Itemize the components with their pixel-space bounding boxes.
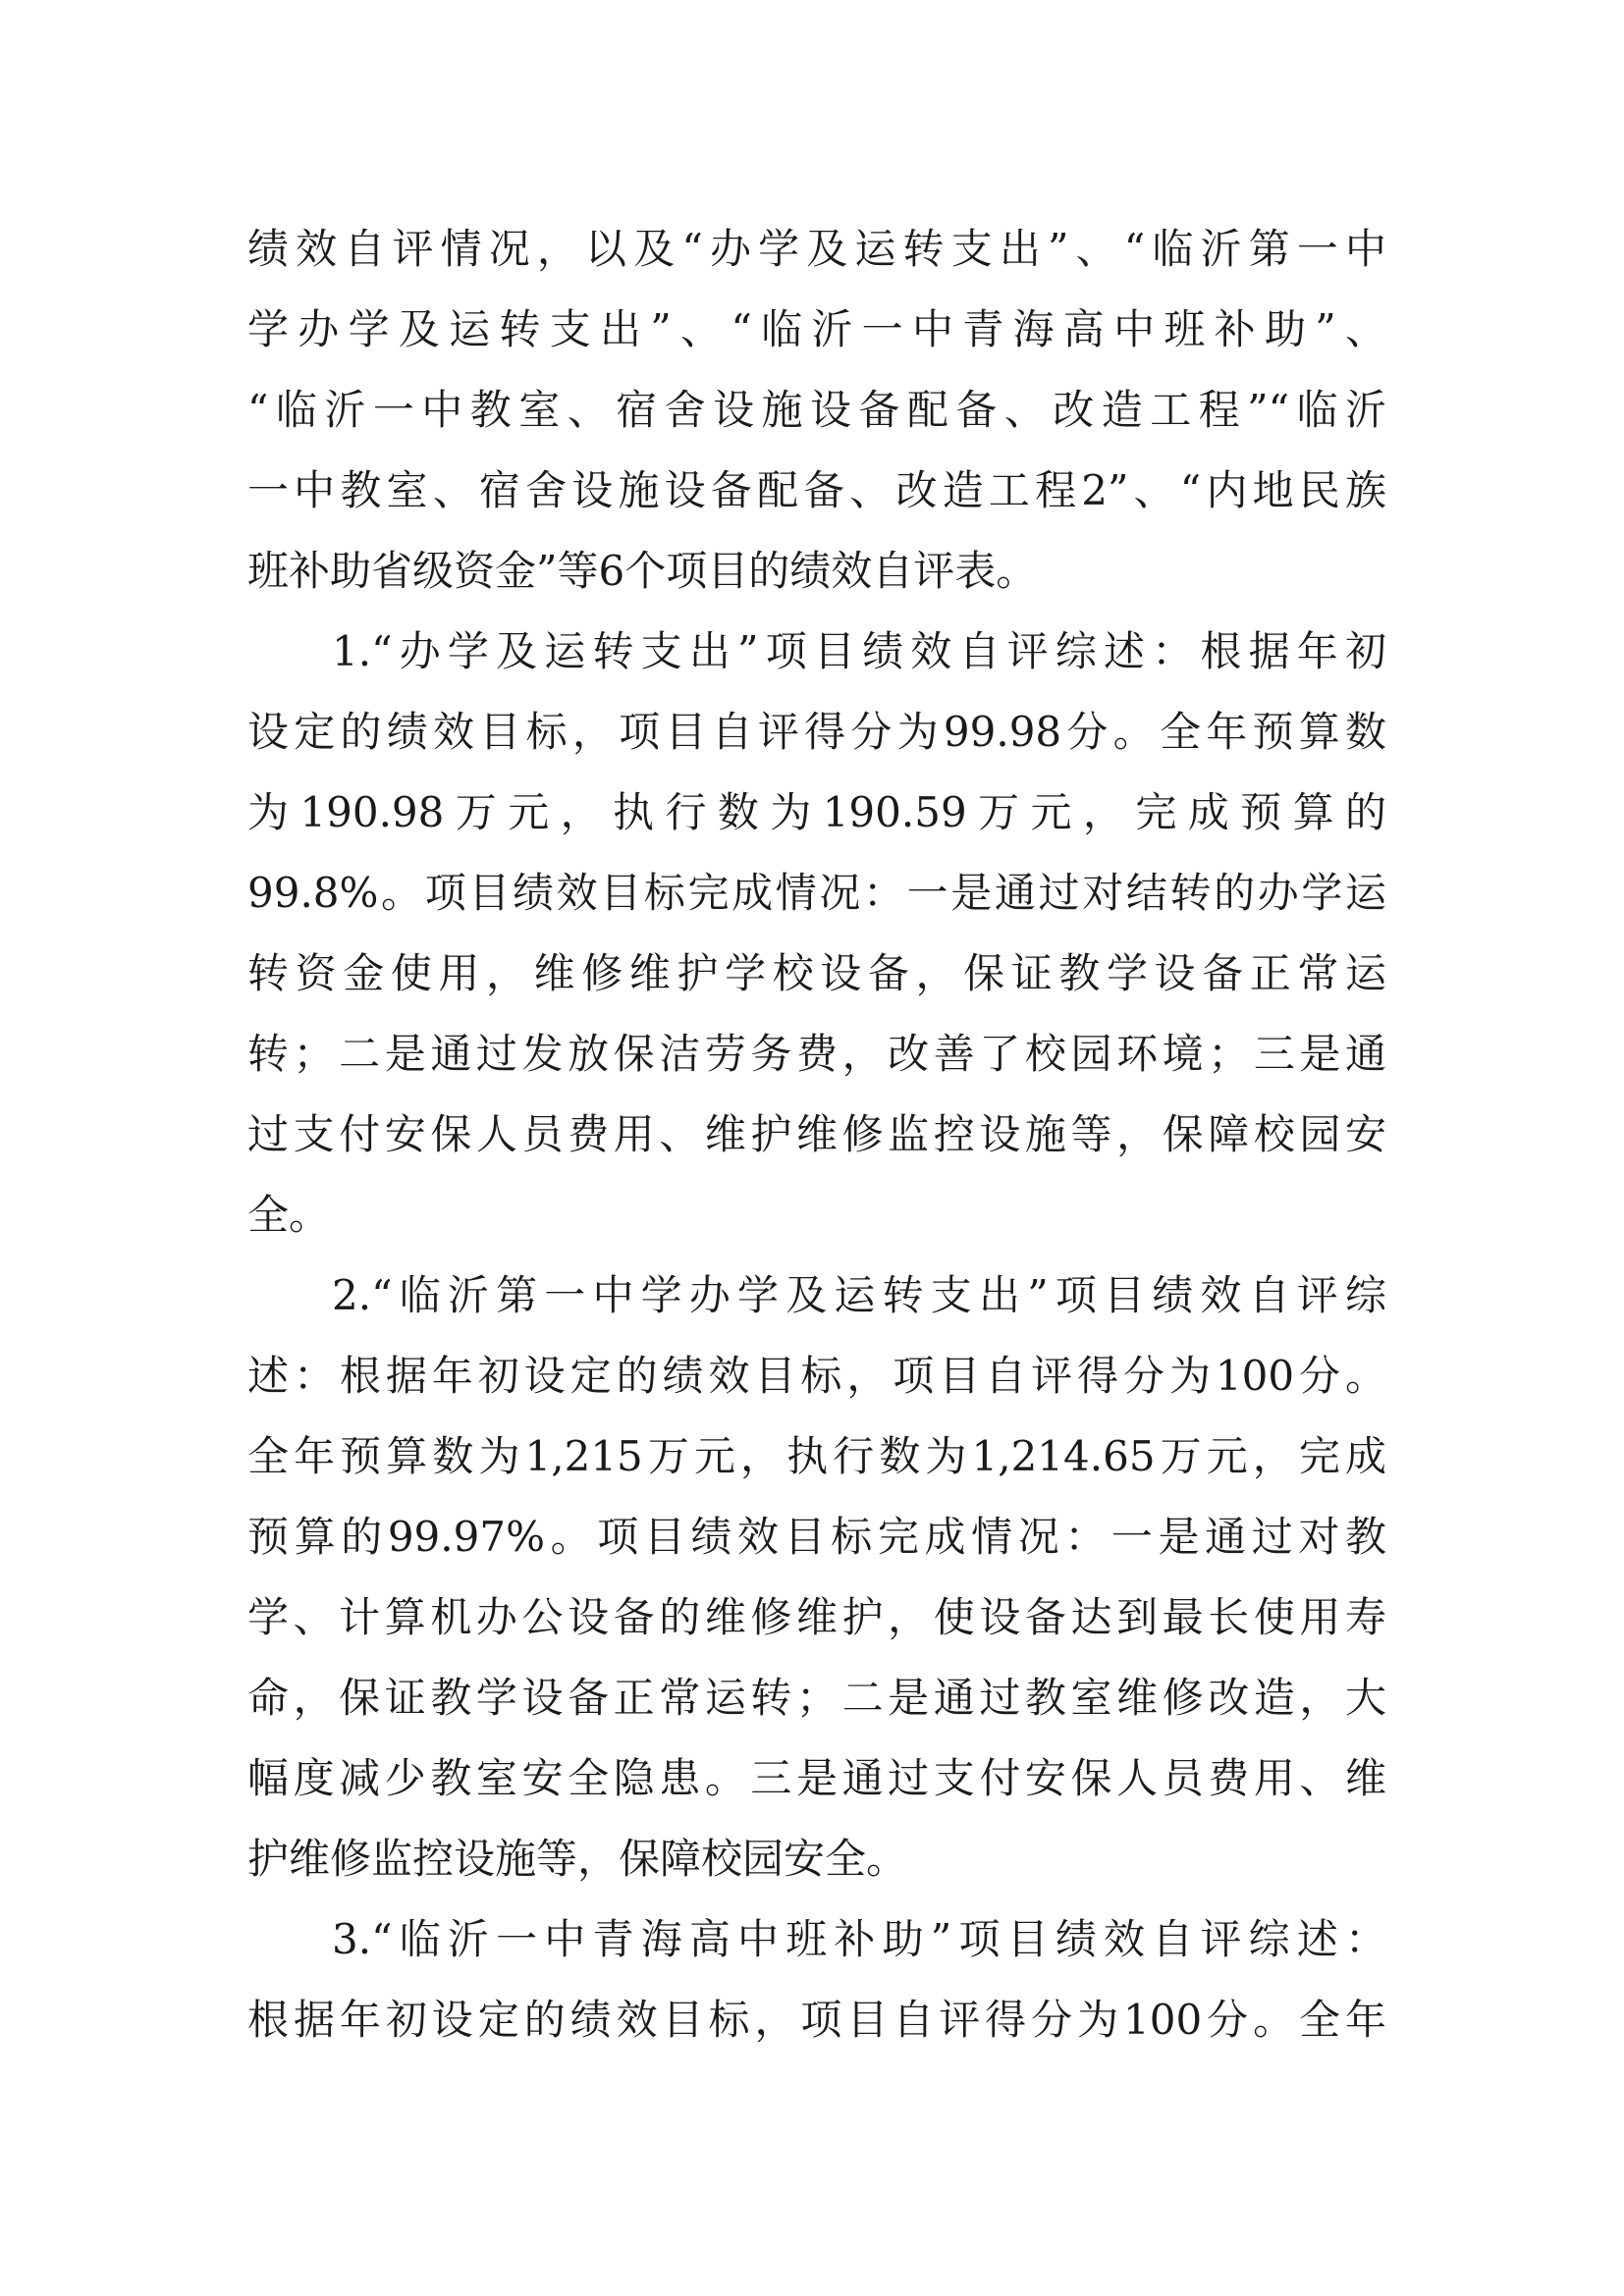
paragraph-line: 护维修监控设施等，保障校园安全。 xyxy=(247,1835,908,1883)
paragraph-line: 转；二是通过发放保洁劳务费，改善了校园环境；三是通 xyxy=(247,1030,1386,1078)
paragraph-line: 2.“临沂第一中学办学及运转支出”项目绩效自评综 xyxy=(332,1271,1386,1319)
paragraph-line: 全。 xyxy=(247,1191,331,1239)
paragraph-line: 99.8%。项目绩效目标完成情况：一是通过对结转的办学运 xyxy=(247,869,1386,917)
paragraph-line: 过支付安保人员费用、维护维修监控设施等，保障校园安 xyxy=(247,1110,1386,1158)
paragraph-line: 预算的99.97%。项目绩效目标完成情况：一是通过对教 xyxy=(247,1513,1386,1561)
paragraph-line: 幅度减少教室安全隐患。三是通过支付安保人员费用、维 xyxy=(247,1754,1386,1802)
paragraph-line: 设定的绩效目标，项目自评得分为99.98分。全年预算数 xyxy=(247,708,1386,756)
paragraph-line: 命，保证教学设备正常运转；二是通过教室维修改造，大 xyxy=(247,1674,1386,1722)
paragraph-line: 3.“临沂一中青海高中班补助”项目绩效自评综述： xyxy=(332,1915,1386,1963)
paragraph-line: 班补助省级资金”等6个项目的绩效自评表。 xyxy=(247,547,1038,595)
paragraph-line: “临沂一中教室、宿舍设施设备配备、改造工程”“临沂 xyxy=(247,386,1386,434)
paragraph-line: 一中教室、宿舍设施设备配备、改造工程2”、“内地民族 xyxy=(247,466,1386,514)
paragraph-line: 根据年初设定的绩效目标，项目自评得分为100分。全年 xyxy=(247,1996,1386,2044)
paragraph-line: 转资金使用，维修维护学校设备，保证教学设备正常运 xyxy=(247,949,1386,997)
paragraph-line: 述：根据年初设定的绩效目标，项目自评得分为100分。 xyxy=(247,1352,1386,1400)
paragraph-line: 学办学及运转支出”、“临沂一中青海高中班补助”、 xyxy=(247,305,1386,353)
paragraph-line: 1.“办学及运转支出”项目绩效自评综述：根据年初 xyxy=(332,627,1386,675)
paragraph-line: 学、计算机办公设备的维修维护，使设备达到最长使用寿 xyxy=(247,1593,1386,1641)
paragraph-line: 全年预算数为1,215万元，执行数为1,214.65万元，完成 xyxy=(247,1432,1386,1480)
paragraph-line: 绩效自评情况，以及“办学及运转支出”、“临沂第一中 xyxy=(247,225,1386,273)
paragraph-line: 为190.98万元，执行数为190.59万元，完成预算的 xyxy=(247,788,1386,836)
